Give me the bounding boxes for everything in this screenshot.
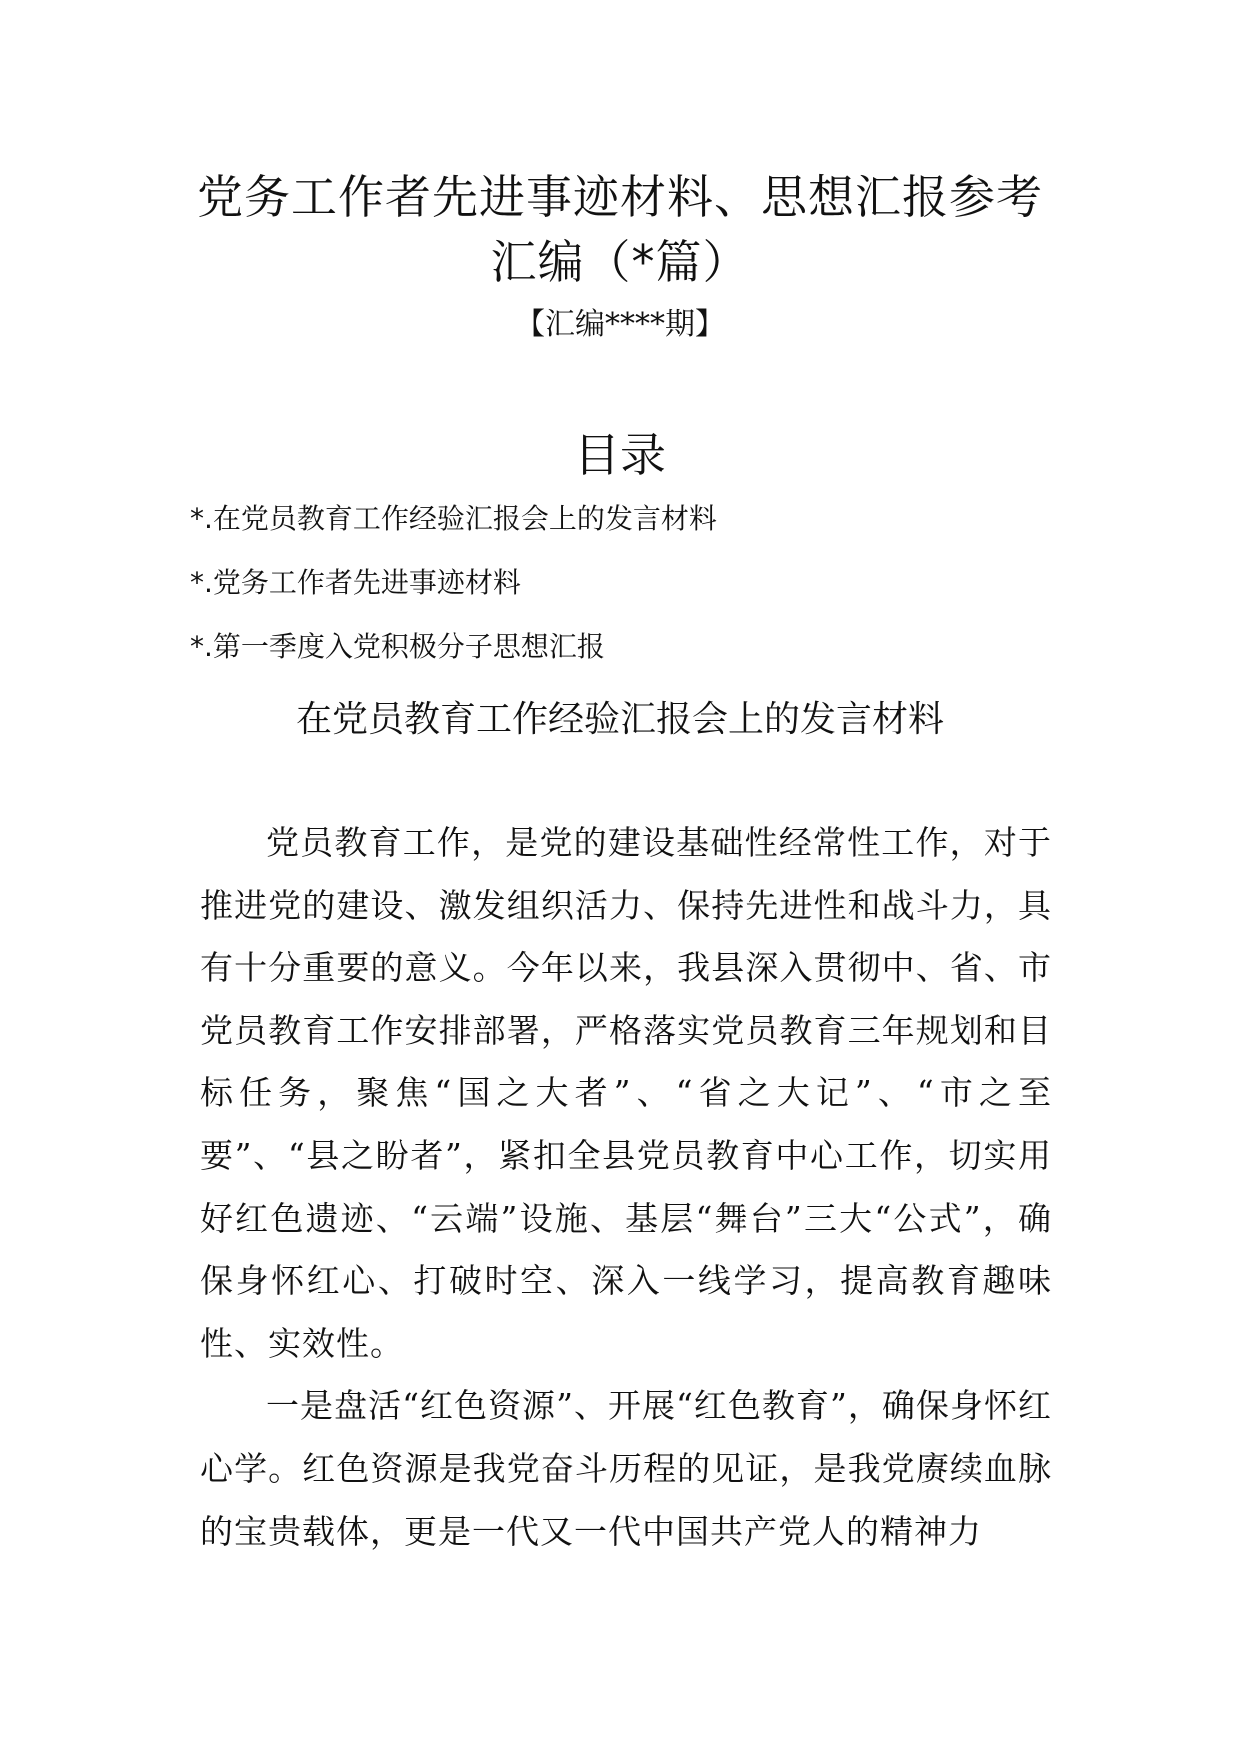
toc-item: *.在党员教育工作经验汇报会上的发言材料 (190, 502, 717, 535)
document-title-line-1: 党务工作者先进事迹材料、思想汇报参考 (197, 170, 1043, 224)
toc-item: *.党务工作者先进事迹材料 (190, 566, 521, 599)
toc-item: *.第一季度入党积极分子思想汇报 (190, 630, 605, 663)
body-paragraph: 党员教育工作，是党的建设基础性经常性工作，对于推进党的建设、激发组织活力、保持先进性和战斗力，具有十分重要的意义。今年以来，我县深入贯彻中、省、市党员教育工作安排部署，严格落实党员教育三年规划和目标任务，聚焦“国之大者”、“省之大记”、“市之至要”、“县之盼者”，紧扣全县党员教育中心工作，切实用好红色遗迹、“云端”设施、基层“舞台”三大“公式”，确保身怀红心、打破时空、深入一线学习，提高教育趣味性、实效性。 (200, 823, 1052, 1363)
section-body (200, 812, 1052, 1563)
section-title: 在党员教育工作经验汇报会上的发言材料 (295, 699, 944, 740)
toc-heading: 目录 (574, 428, 666, 482)
body-paragraph: 一是盘活“红色资源”、开展“红色教育”，确保身怀红心学。红色资源是我党奋斗历程的见证，是我党赓续血脉的宝贵载体，更是一代又一代中国共产党人的精神力 (200, 1386, 1052, 1551)
issue-label: 【汇编****期】 (515, 307, 725, 342)
table-of-contents (190, 500, 1050, 692)
document-title-line-2: 汇编（*篇） (490, 235, 750, 289)
